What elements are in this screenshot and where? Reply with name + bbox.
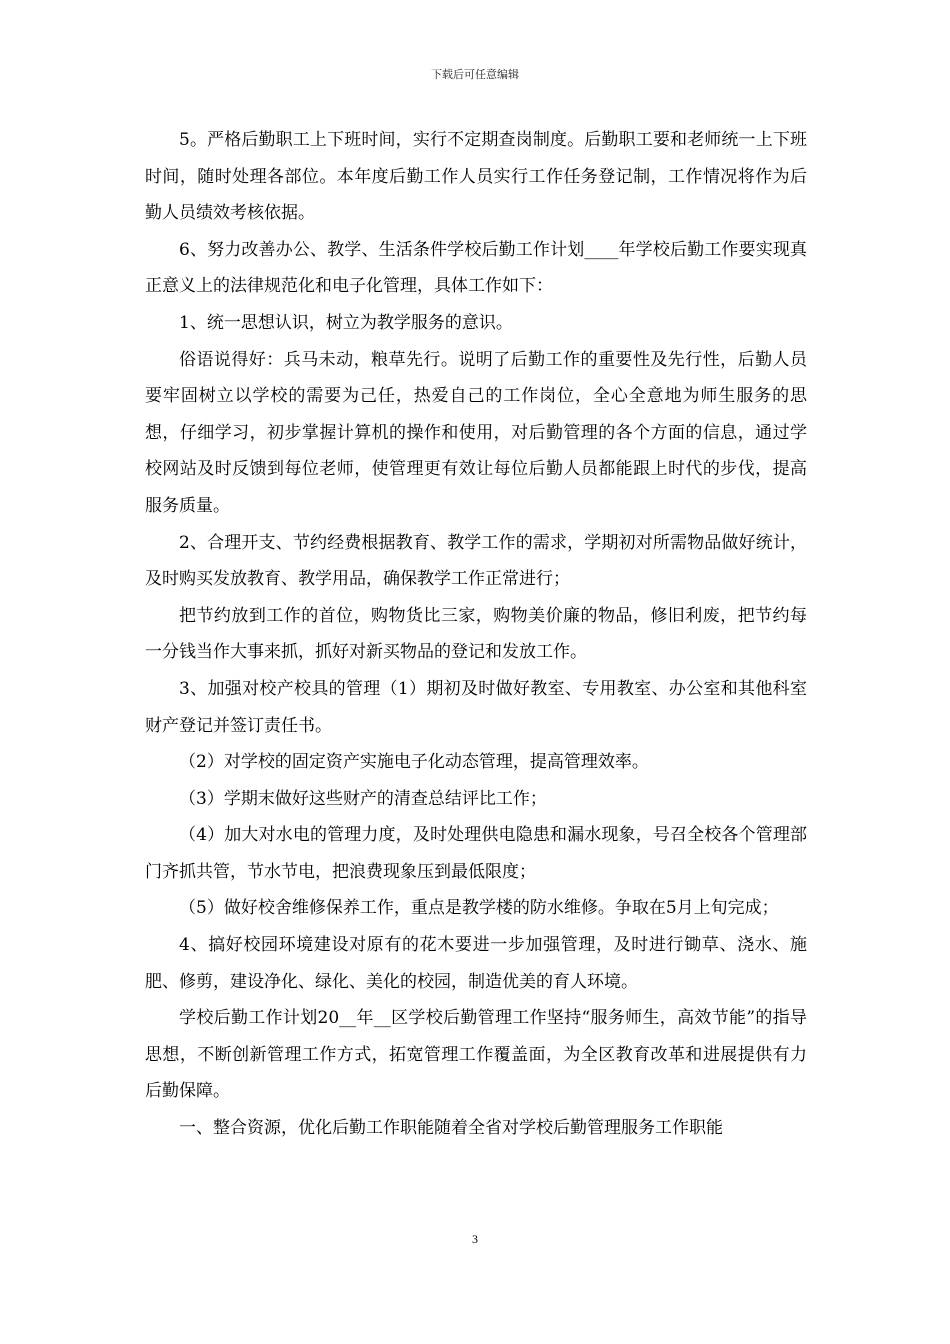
paragraph: 一、整合资源，优化后勤工作职能随着全省对学校后勤管理服务工作职能 (179, 1118, 723, 1139)
paragraph: 4、搞好校园环境建设对原有的花木要进一步加强管理，及时进行锄草、浇水、施肥、修剪，建设净化、绿化、美化的校园，制造优美的育人环境。 (145, 935, 807, 992)
paragraph: 2、合理开支、节约经费根据教育、教学工作的需求，学期初对所需物品做好统计，及时购买发放教育、教学用品，确保教学工作正常进行； (145, 532, 807, 590)
paragraph: 3、加强对校产校具的管理（1）期初及时做好教室、专用教室、办公室和其他科室财产登记并签订责任书。 (145, 678, 807, 736)
paragraph: （3）学期末做好这些财产的清查总结评比工作； (179, 788, 547, 809)
paragraph: 1、统一思想认识，树立为教学服务的意识。 (179, 312, 513, 333)
paragraph: 学校后勤工作计划20__年__区学校后勤管理工作坚持“服务师生，高效节能”的指导思想，不断创新管理工作方式，拓宽管理工作覆盖面，为全区教育改革和进展提供有力后勤保障。 (145, 1008, 807, 1102)
document-body (145, 122, 807, 1147)
paragraph: （5）做好校舍维修保养工作，重点是教学楼的防水维修。争取在5月上旬完成； (179, 898, 779, 919)
paragraph: （2）对学校的固定资产实施电子化动态管理，提高管理效率。 (179, 752, 649, 773)
paragraph: 俗语说得好：兵马未动，粮草先行。说明了后勤工作的重要性及先行性，后勤人员要牢固树立以学校的需要为己任，热爱自己的工作岗位，全心全意地为师生服务的思想，仔细学习，初步掌握计算机的操作和使用，对后勤管理的各个方面的信息，通过学校网站及时反馈到每位老师，使管理更有效让每位后勤人员都能跟上时代的步伐，提高服务质量。 (145, 349, 807, 516)
page-number: 3 (472, 1232, 478, 1246)
paragraph: 把节约放到工作的首位，购物货比三家，购物美价廉的物品，修旧利废，把节约每一分钱当作大事来抓，抓好对新买物品的登记和发放工作。 (145, 605, 807, 663)
paragraph: （4）加大对水电的管理力度，及时处理供电隐患和漏水现象，号召全校各个管理部门齐抓共管，节水节电，把浪费现象压到最低限度； (145, 825, 807, 882)
page-header: 下载后可任意编辑 (431, 68, 519, 81)
paragraph: 5。严格后勤职工上下班时间，实行不定期查岗制度。后勤职工要和老师统一上下班时间，随时处理各部位。本年度后勤工作人员实行工作任务登记制，工作情况将作为后勤人员绩效考核依据。 (145, 130, 807, 224)
paragraph: 6、努力改善办公、教学、生活条件学校后勤工作计划____年学校后勤工作要实现真正意义上的法律规范化和电子化管理，具体工作如下： (145, 239, 807, 297)
